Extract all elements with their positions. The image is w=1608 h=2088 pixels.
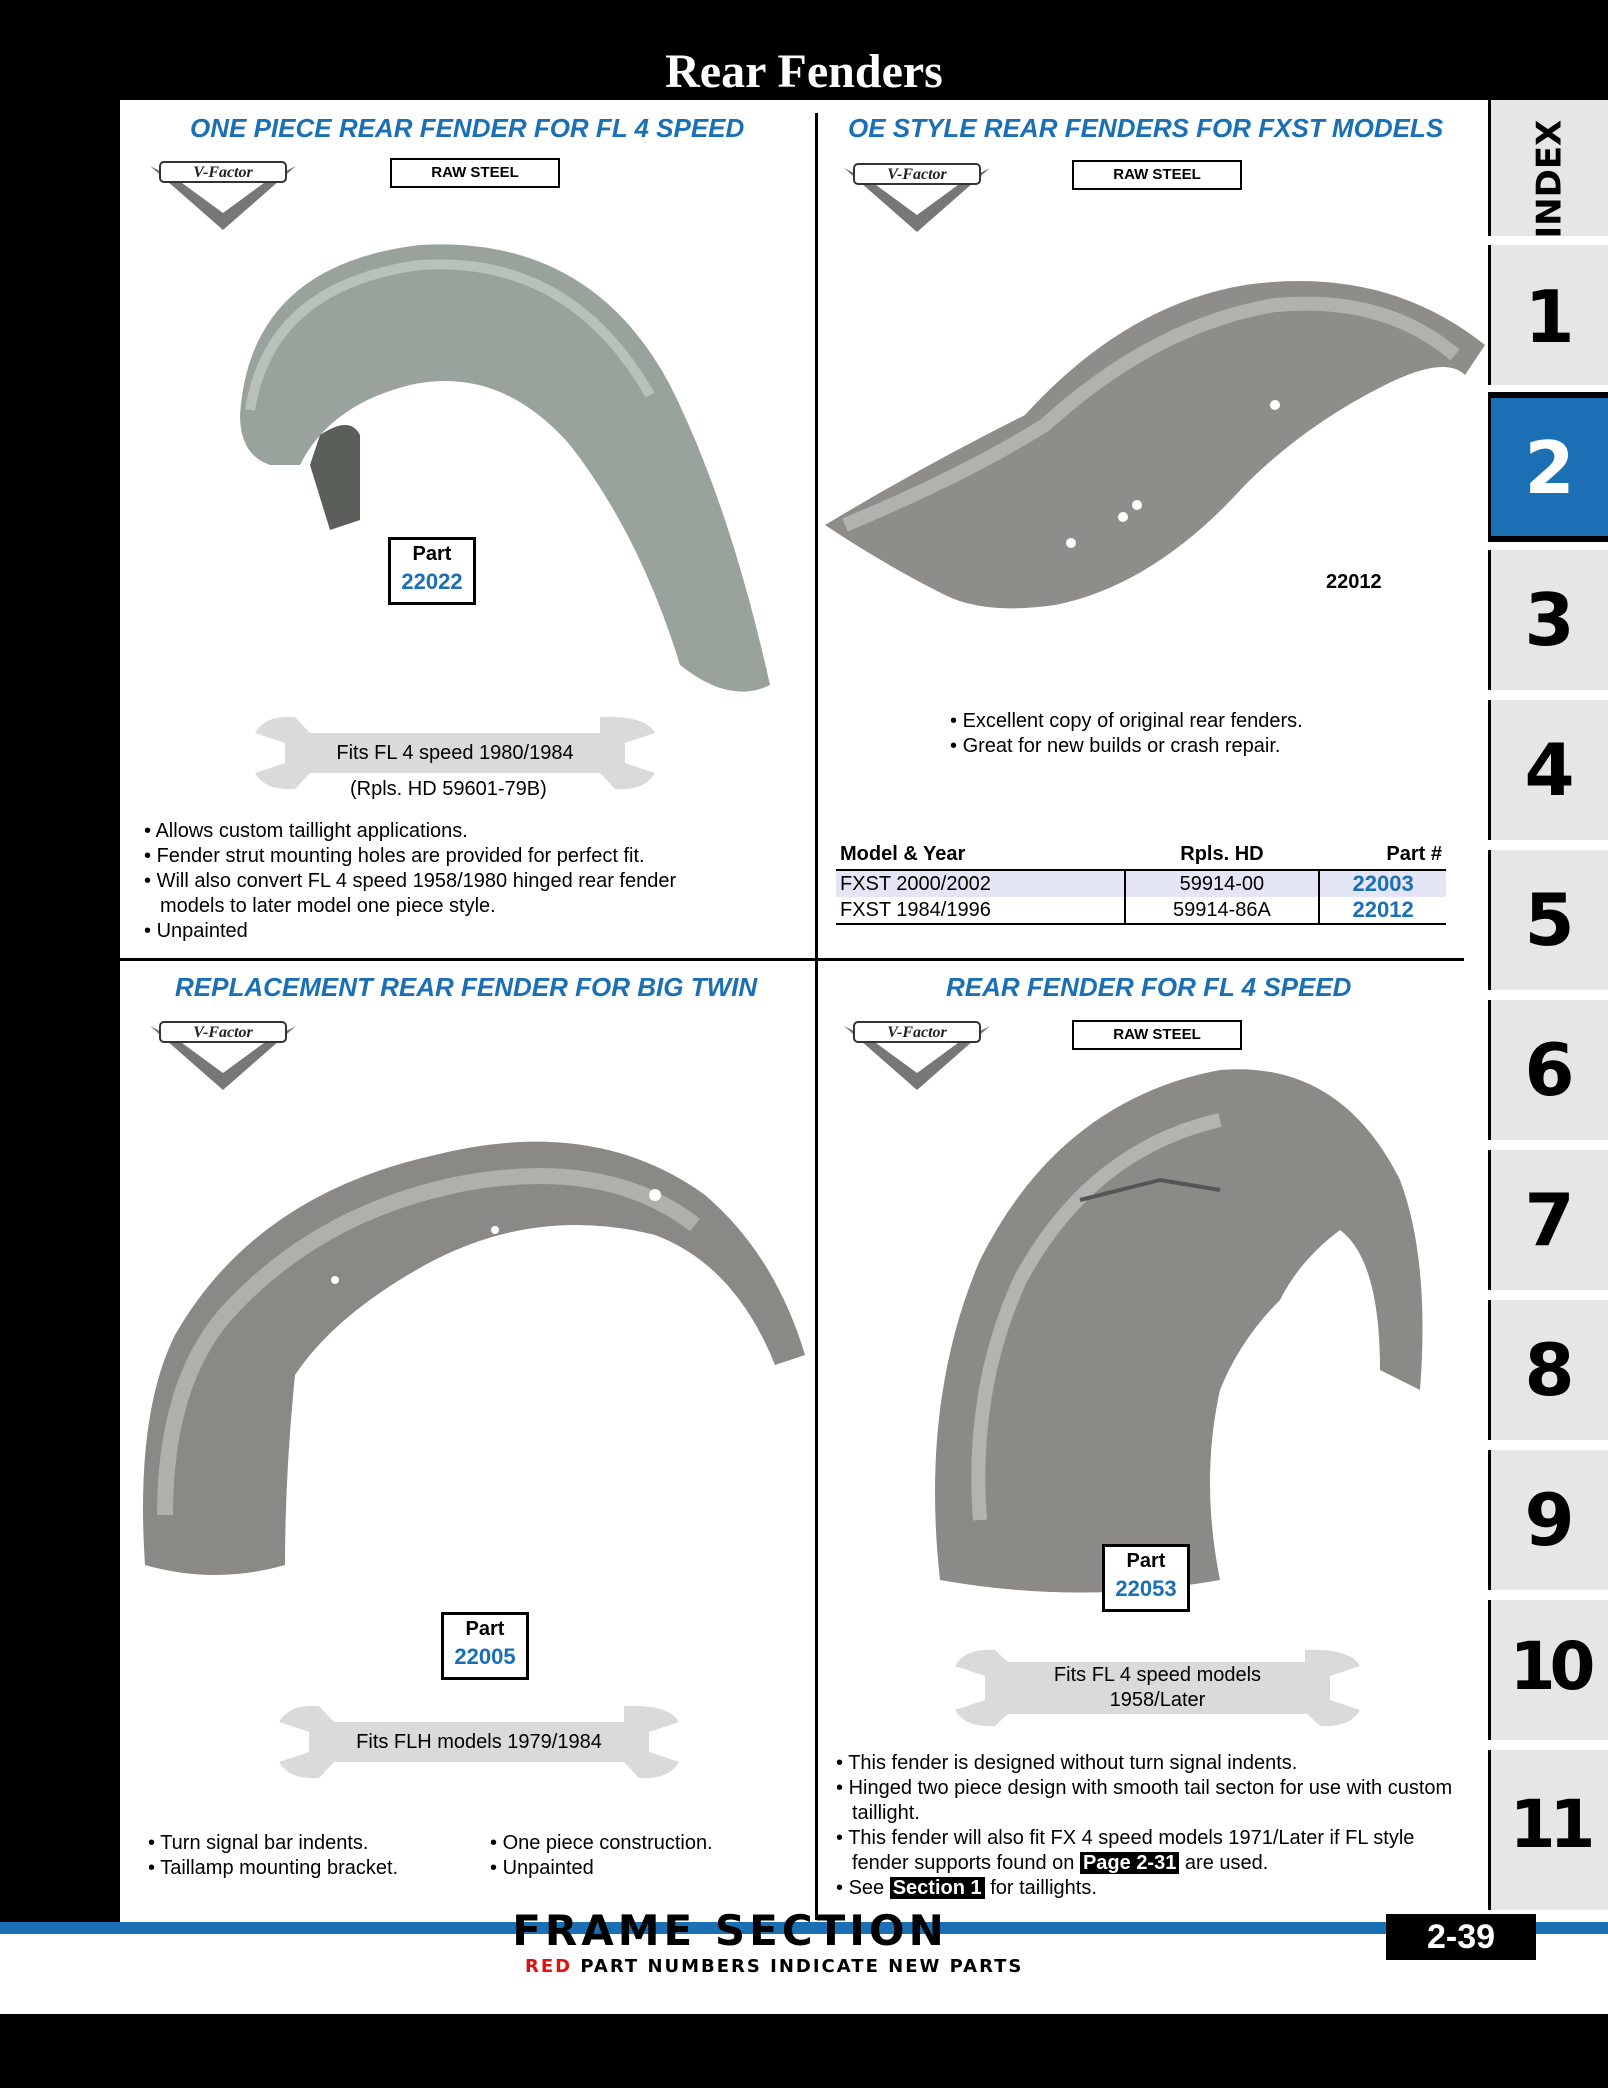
part-box-22053 — [1102, 1544, 1190, 1612]
tab-index[interactable] — [1488, 100, 1608, 239]
bullet: • Unpainted — [490, 1856, 790, 1881]
footer-note-text: PART NUMBERS INDICATE NEW PARTS — [572, 1956, 1024, 1977]
fxst-parts-table — [836, 840, 1446, 925]
table-cell: 59914-86A — [1125, 897, 1320, 924]
row-divider-left — [120, 958, 815, 961]
table-row — [836, 870, 1446, 897]
section-title-big-twin: REPLACEMENT REAR FENDER FOR BIG TWIN — [175, 972, 758, 1002]
section-title-fl4-one-piece: ONE PIECE REAR FENDER FOR FL 4 SPEED — [190, 113, 745, 143]
bullet-text: This fender will also fit FX 4 speed models 1971/Later if FL style fender supports found on — [848, 1827, 1415, 1874]
fits-text: 1958/Later — [1109, 1689, 1206, 1711]
raw-steel-badge: RAW STEEL — [1072, 1020, 1242, 1050]
tab-2[interactable] — [1488, 392, 1608, 542]
bullet-text: are used. — [1184, 1852, 1269, 1874]
footer-note — [525, 1956, 1145, 1977]
bullet: • Fender strut mounting holes are provided for perfect fit. — [144, 844, 744, 869]
bullet: • Taillamp mounting bracket. — [148, 1856, 468, 1881]
logo-text: V-Factor — [193, 164, 253, 181]
tab-8[interactable] — [1488, 1300, 1608, 1440]
table-cell: 59914-00 — [1125, 870, 1320, 897]
bullet: • One piece construction. — [490, 1831, 790, 1856]
bullet: • Turn signal bar indents. — [148, 1831, 468, 1856]
table-header: Model & Year — [836, 840, 1125, 870]
bullet-text: for taillights. — [990, 1877, 1097, 1899]
fits-text: Fits FL 4 speed 1980/1984 — [336, 742, 574, 764]
bullet — [836, 1826, 1476, 1876]
v-factor-logo — [148, 158, 298, 238]
part-box-22005 — [441, 1612, 529, 1680]
bullet-text: See — [848, 1877, 885, 1899]
fender-image-22022 — [210, 235, 770, 700]
part-box-22022 — [388, 537, 476, 605]
table-header-row — [836, 840, 1446, 870]
fits-wrench-22053 — [955, 1648, 1360, 1728]
page-title: Rear Fenders — [665, 45, 943, 98]
fits-wrench-22005 — [279, 1704, 679, 1780]
table-row — [836, 897, 1446, 924]
bullet: • This fender is designed without turn signal indents. — [836, 1751, 1476, 1776]
logo-text: V-Factor — [887, 166, 947, 183]
fender-image-22053 — [920, 1060, 1440, 1605]
footer-section-title: FRAME SECTION — [512, 1906, 948, 1955]
v-factor-logo — [842, 160, 992, 240]
replaces-line: (Rpls. HD 59601-79B) — [350, 778, 547, 800]
bullet: • Will also convert FL 4 speed 1958/1980 hinged rear fender models to later model one piece style. — [144, 869, 744, 919]
tab-label: 6 — [1524, 1028, 1575, 1112]
tab-label: 3 — [1524, 578, 1575, 662]
bullet: • Excellent copy of original rear fenders. — [950, 709, 1370, 734]
bullets-fl4 — [836, 1751, 1476, 1901]
table-cell: FXST 2000/2002 — [836, 870, 1125, 897]
fender-image-22012 — [825, 265, 1485, 620]
table-cell: FXST 1984/1996 — [836, 897, 1125, 924]
page-link[interactable]: Page 2-31 — [1080, 1852, 1179, 1874]
footer-note-red: RED — [525, 1956, 573, 1977]
tab-label: 2 — [1524, 426, 1575, 510]
part-label: Part — [465, 1618, 505, 1640]
raw-steel-badge: RAW STEEL — [1072, 160, 1242, 190]
fender-image-22005 — [135, 1115, 805, 1590]
part-label: Part — [1126, 1550, 1166, 1572]
table-header: Part # — [1319, 840, 1446, 870]
table-cell-part[interactable]: 22003 — [1319, 870, 1446, 897]
tab-10[interactable] — [1488, 1600, 1608, 1740]
logo-text: V-Factor — [193, 1024, 253, 1041]
raw-steel-badge: RAW STEEL — [390, 158, 560, 188]
tab-7[interactable] — [1488, 1150, 1608, 1290]
bullet: • Hinged two piece design with smooth tail secton for use with custom taillight. — [836, 1776, 1476, 1826]
part-label: Part — [412, 543, 452, 565]
tab-6[interactable] — [1488, 1000, 1608, 1140]
tab-9[interactable] — [1488, 1450, 1608, 1590]
tab-1[interactable] — [1488, 245, 1608, 385]
tab-label: 1 — [1524, 275, 1575, 359]
tab-label: 8 — [1524, 1328, 1575, 1412]
part-number[interactable]: 22053 — [1115, 1576, 1177, 1601]
tab-11[interactable] — [1488, 1750, 1608, 1910]
page-number: 2-39 — [1386, 1914, 1536, 1960]
tab-label: 7 — [1524, 1178, 1575, 1262]
bullets-big-twin-left — [148, 1831, 468, 1881]
tab-4[interactable] — [1488, 700, 1608, 840]
tab-label: 4 — [1524, 728, 1575, 812]
bullets-big-twin-right — [490, 1831, 790, 1881]
tab-3[interactable] — [1488, 550, 1608, 690]
section-link[interactable]: Section 1 — [890, 1877, 985, 1899]
tab-label: 10 — [1509, 1628, 1590, 1705]
v-factor-logo — [148, 1018, 298, 1098]
tab-label: INDEX — [1529, 119, 1570, 239]
table-cell-part[interactable]: 22012 — [1319, 897, 1446, 924]
bullets-fl4-one-piece — [144, 819, 744, 944]
tab-label: 11 — [1509, 1786, 1590, 1863]
bullet: • Unpainted — [144, 919, 744, 944]
table-header: Rpls. HD — [1125, 840, 1320, 870]
bullets-fxst — [950, 709, 1370, 759]
tab-label: 5 — [1524, 878, 1575, 962]
section-title-fxst: OE STYLE REAR FENDERS FOR FXST MODELS — [848, 113, 1444, 143]
section-title-fl4: REAR FENDER FOR FL 4 SPEED — [946, 972, 1352, 1002]
logo-text: V-Factor — [887, 1024, 947, 1041]
row-divider-right — [818, 958, 1464, 961]
bullet: • Allows custom taillight applications. — [144, 819, 744, 844]
image-label-22012: 22012 — [1326, 571, 1382, 593]
fits-text: Fits FLH models 1979/1984 — [356, 1731, 602, 1753]
replaces-text — [350, 777, 547, 802]
column-divider — [815, 113, 818, 1920]
part-number[interactable]: 22022 — [401, 569, 463, 594]
tab-5[interactable] — [1488, 850, 1608, 990]
tab-label: 9 — [1524, 1478, 1575, 1562]
fits-text: Fits FL 4 speed models — [1053, 1664, 1262, 1686]
part-number[interactable]: 22005 — [454, 1644, 516, 1669]
bullet: • Great for new builds or crash repair. — [950, 734, 1370, 759]
bullet — [836, 1876, 1476, 1901]
